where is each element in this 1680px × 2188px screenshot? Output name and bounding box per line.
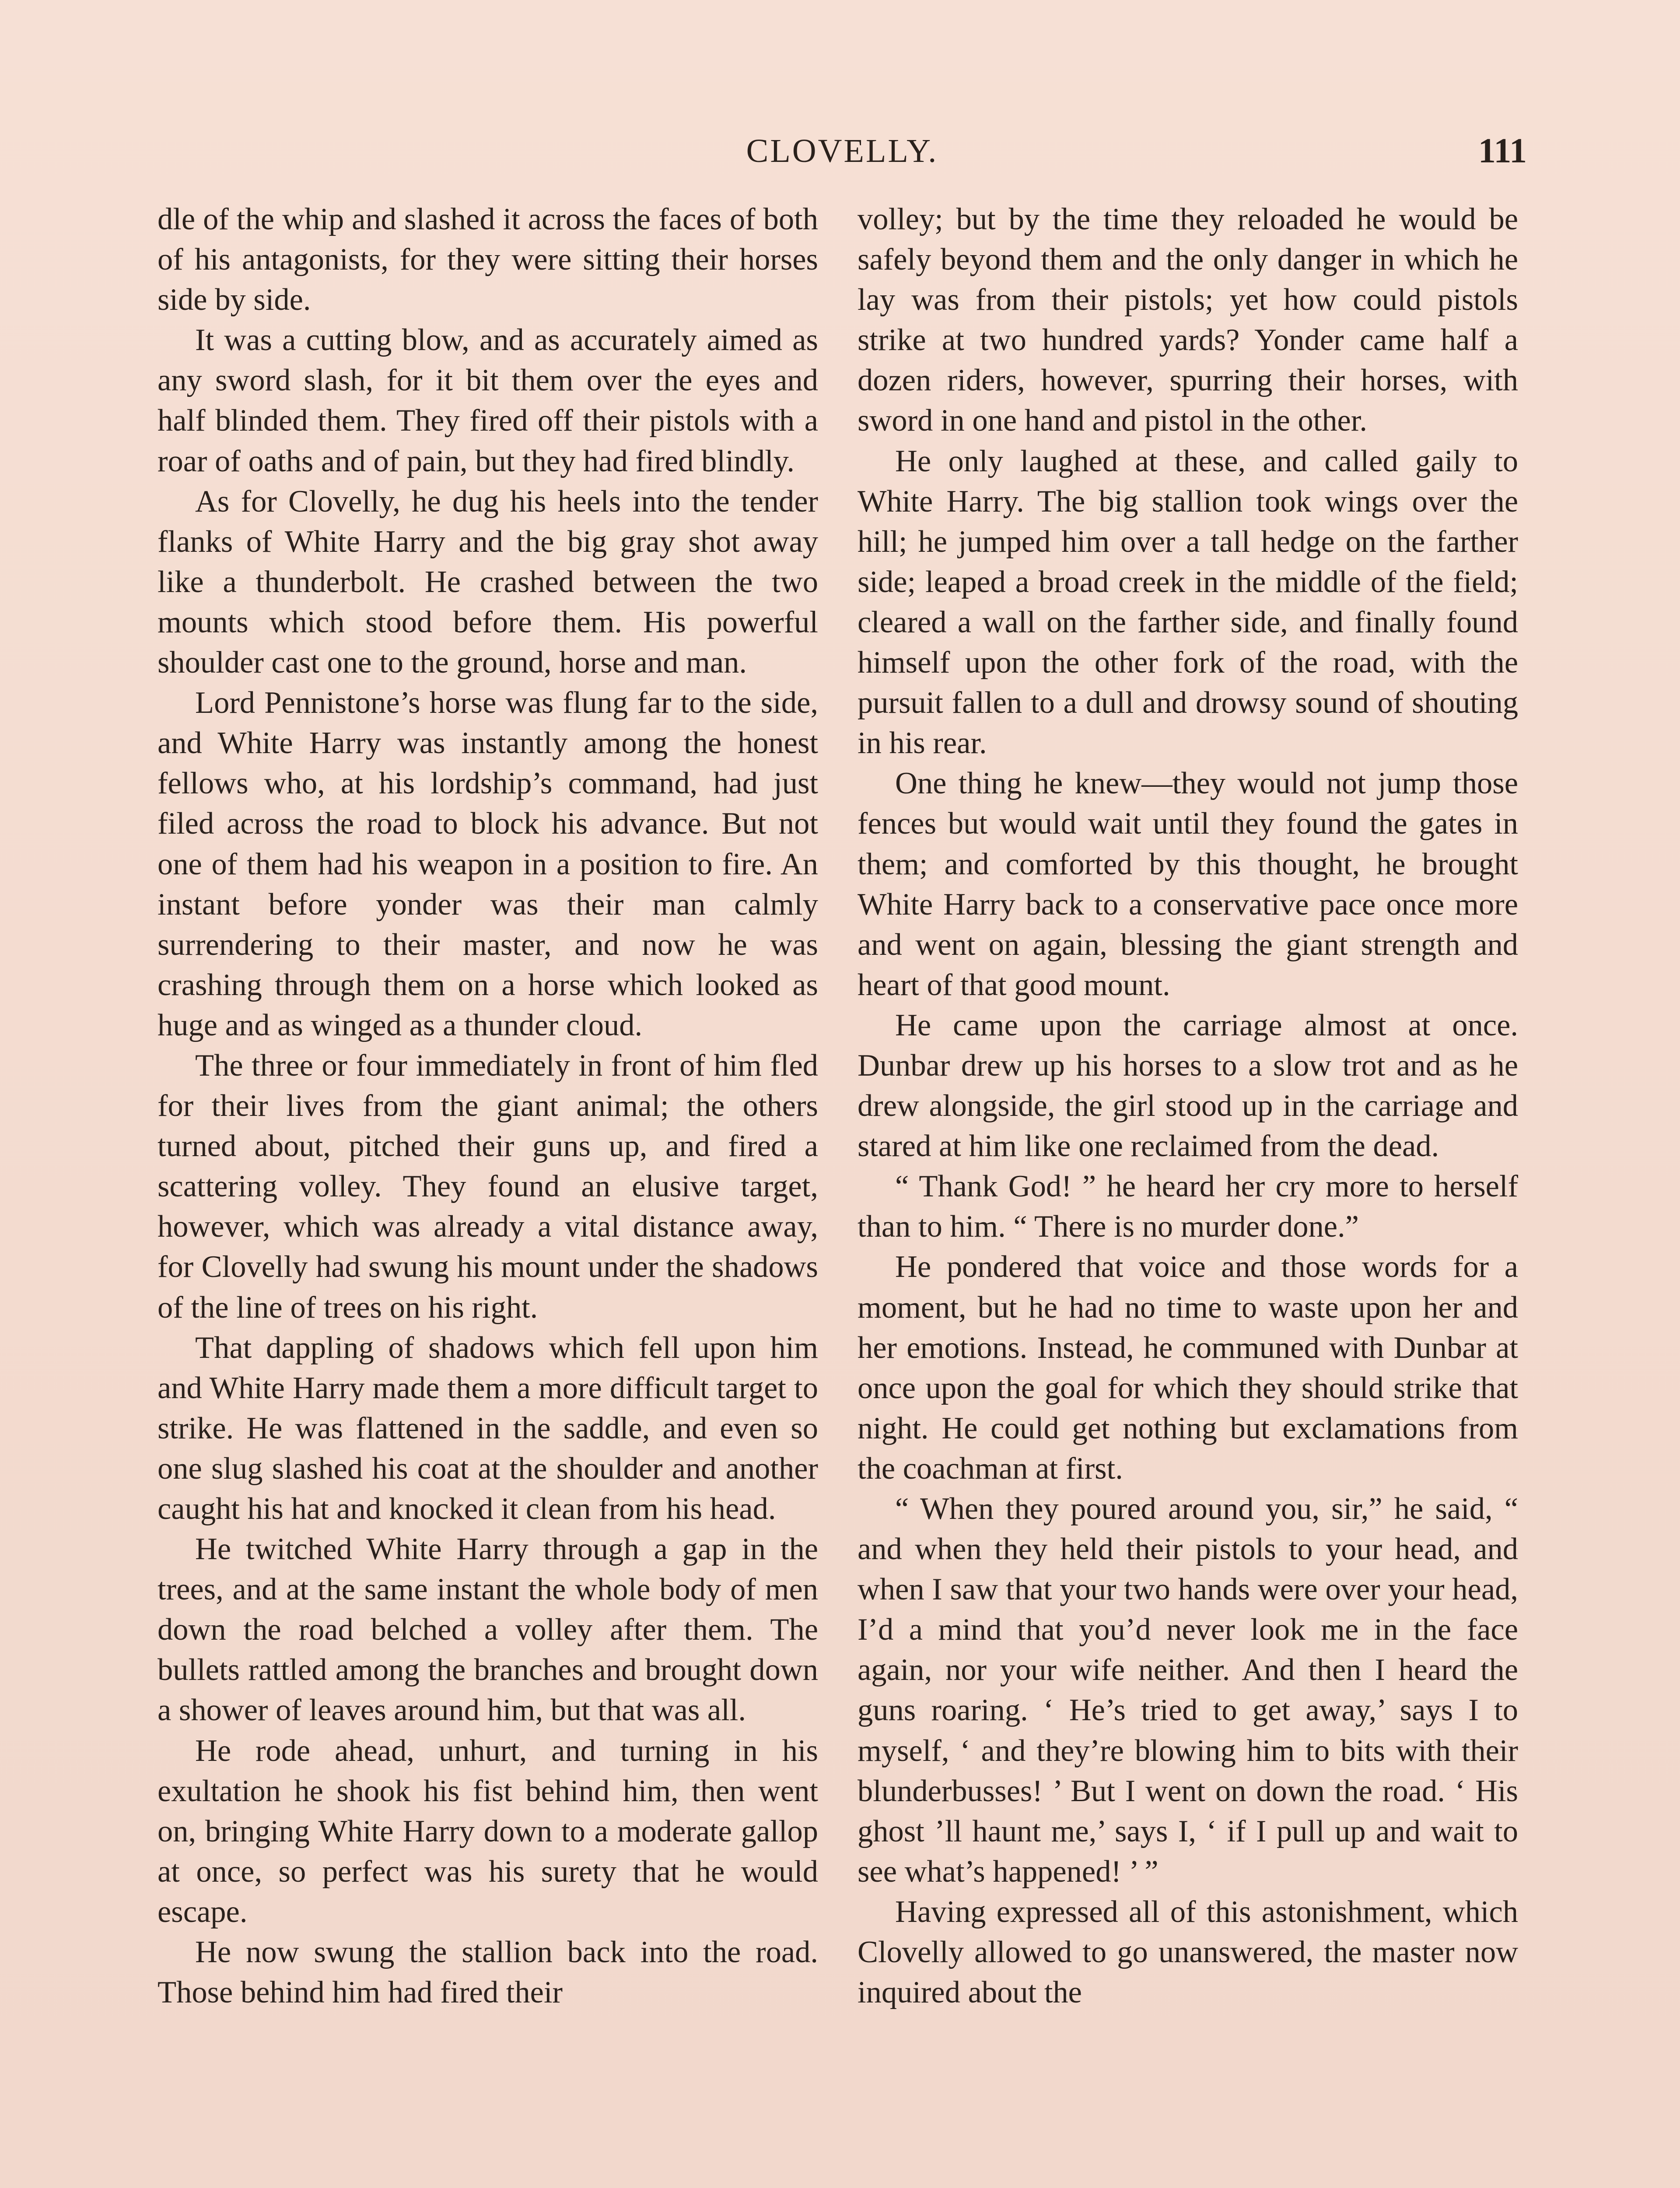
paragraph: volley; but by the time they reloaded he would be safely beyond them and the only danger in which he lay was from their pistols; yet how could pistols strike at two hundred yards? Yonder came half a dozen riders, however, spurring their horses, with sword in one hand and pistol in the other. (858, 202, 1518, 438)
paragraph: dle of the whip and slashed it across the faces of both of his antagonists, for they were sitting their horses side by side. (158, 202, 818, 317)
paragraph: Having expressed all of this astonishment, which Clovelly allowed to go unanswered, the master now inquired about the (858, 1894, 1518, 2010)
left-column (158, 199, 818, 2013)
paragraph: He only laughed at these, and called gaily to White Harry. The big stallion took wings over the hill; he jumped him over a tall hedge on the farther side; leaped a broad creek in the middle of the field; cleared a wall on the farther side, and finally found himself upon the other fork of the road, with the pursuit fallen to a dull and drowsy sound of shouting in his rear. (858, 444, 1518, 761)
paragraph: It was a cutting blow, and as accurately aimed as any sword slash, for it bit them over the eyes and half blinded them. They fired off their pistols with a roar of oaths and of pain, but they had fired blindly. (158, 323, 818, 478)
paragraph: He came upon the carriage almost at once. Dunbar drew up his horses to a slow trot and as he drew alongside, the girl stood up in the carriage and stared at him like one reclaimed from the dead. (858, 1008, 1518, 1164)
paragraph: He rode ahead, unhurt, and turning in his exultation he shook his fist behind him, then went on, bringing White Harry down to a moderate gallop at once, so perfect was his surety that he would escape. (158, 1733, 818, 1929)
paragraph: The three or four immediately in front of him fled for their lives from the giant animal; the others turned about, pitched their guns up, and fired a scattering volley. They found an elusive target, however, which was already a vital distance away, for Clovelly had swung his mount under the shadows of the line of trees on his right. (158, 1048, 818, 1325)
paragraph: That dappling of shadows which fell upon him and White Harry made them a more difficult target to strike. He was flattened in the saddle, and even so one slug slashed his coat at the shoulder and another caught his hat and knocked it clean from his head. (158, 1330, 818, 1526)
paragraph: “ When they poured around you, sir,” he said, “ and when they held their pistols to your head, and when I saw that your two hands were over your head, I’d a mind that you’d never look me in the face again, nor your wife neither. And then I heard the guns roaring. ‘ He’s tried to get away,’ says I to myself, ‘ and they’re blowing him to bits with their blunderbusses! ’ But I went on down the road. ‘ His ghost ’ll haunt me,’ says I, ‘ if I pull up and wait to see what’s happened! ’ ” (858, 1492, 1518, 1889)
paragraph: One thing he knew—they would not jump those fences but would wait until they found the gates in them; and comforted by this thought, he brought White Harry back to a conservative pace once more and went on again, blessing the giant strength and heart of that good mount. (858, 766, 1518, 1002)
paragraph: As for Clovelly, he dug his heels into the tender flanks of White Harry and the big gray shot away like a thunderbolt. He crashed between the two mounts which stood before them. His powerful shoulder cast one to the ground, horse and man. (158, 484, 818, 680)
paragraph: He pondered that voice and those words for a moment, but he had no time to waste upon her and her emotions. Instead, he communed with Dunbar at once upon the goal for which they should strike that night. He could get nothing but exclamations from the coachman at first. (858, 1250, 1518, 1486)
paragraph: “ Thank God! ” he heard her cry more to herself than to him. “ There is no murder done.” (858, 1169, 1518, 1244)
paragraph: He now swung the stallion back into the road. Those behind him had fired their (158, 1935, 818, 2010)
paragraph: He twitched White Harry through a gap in the trees, and at the same instant the whole body of men down the road belched a volley after them. The bullets rattled among the branches and brought down a shower of leaves around him, but that was all. (158, 1532, 818, 1728)
right-column (858, 199, 1518, 2013)
running-title: CLOVELLY. (746, 133, 938, 169)
page-header (158, 127, 1527, 175)
paragraph: Lord Pennistone’s horse was flung far to the side, and White Harry was instantly among the honest fellows who, at his lordship’s command, had just filed across the road to block his advance. But not one of them had his weapon in a position to fire. An instant before yonder was their man calmly surrendering to their master, and now he was crashing through them on a horse which looked as huge and as winged as a thunder cloud. (158, 686, 818, 1042)
page-number: 111 (1478, 132, 1527, 170)
